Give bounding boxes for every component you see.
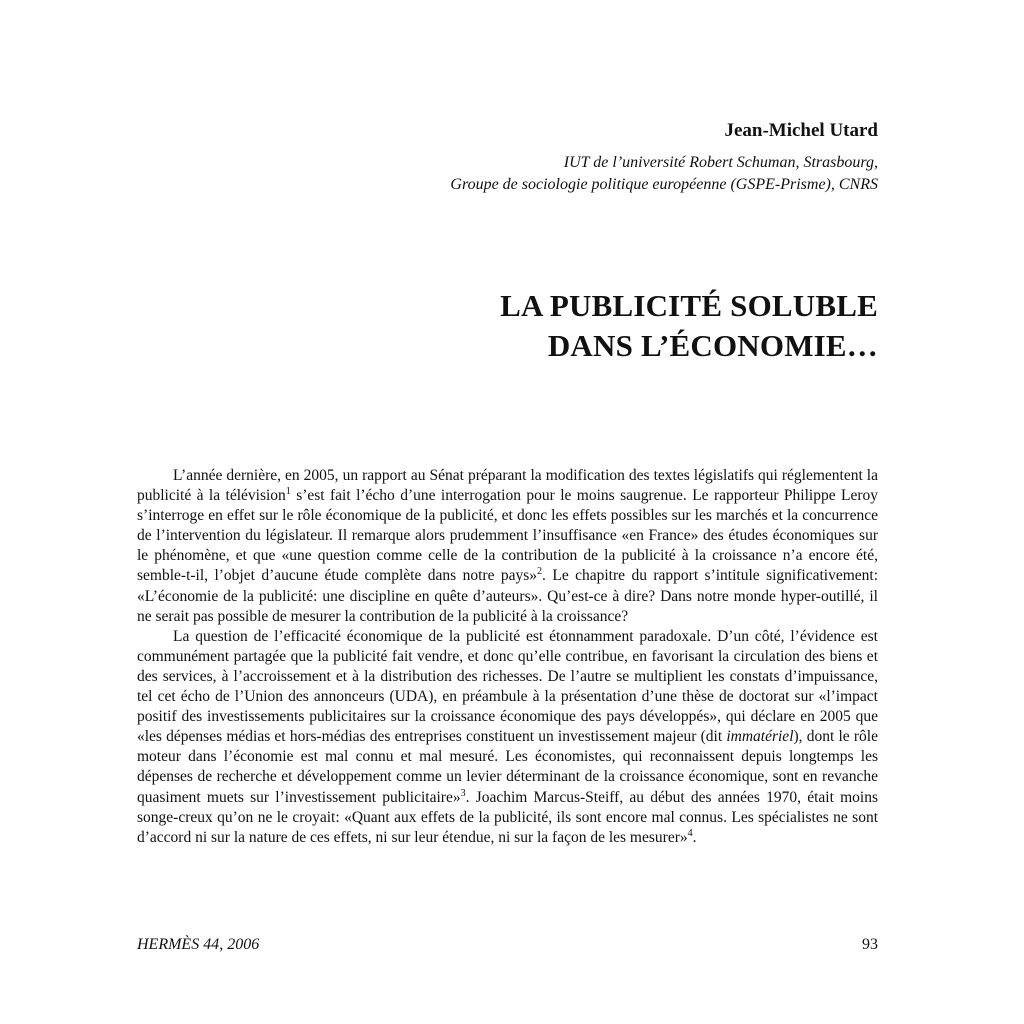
paragraph-1 [137,466,878,627]
footnote-ref-2: 2 [537,566,543,578]
paragraph-2-text-c: . Joachim Marcus-Steiff, au début des années 1970, était moins songe-creux qu’on ne le croyait: «Quant aux effets de la publicité, ils sont encore mal connus. Les spécialistes ne sont d’accord ni sur la nature de ces effets, ni sur leur étendue, ni sur la façon de les mesurer» [137,788,878,846]
paragraph-2 [137,627,878,848]
footnote-ref-3: 3 [460,787,466,799]
author-name: Jean-Michel Utard [724,120,878,141]
paragraph-1-text-c: . Le chapitre du rapport s’intitule significativement: «L’économie de la publicité: une discipline en quête d’auteurs». Qu’est-ce à dire? Dans notre monde hyper-outillé, il ne serait pas possible de mesurer la contribution de la publicité à la croissance? [137,567,878,625]
page-number: 93 [862,936,878,953]
paragraph-2-text-b: ), dont le rôle moteur dans l’économie est mal connu et mal mesuré. Les économistes, qui reconnaissent depuis longtemps les dépenses de recherche et développement comme un levier déterminant de la croissance économique, sont en revanche quasiment muets sur l’investissement publicitaire» [137,728,878,806]
footnote-ref-1: 1 [285,485,291,497]
affiliation-line-1: IUT de l’université Robert Schuman, Strasbourg, [563,154,878,171]
paragraph-1-text-a: L’année dernière, en 2005, un rapport au Sénat préparant la modification des textes législatifs qui réglementent la publicité à la télévision [137,467,878,505]
title-line-2: DANS L’ÉCONOMIE… [547,328,878,363]
paragraph-2-text-d: . [692,828,697,846]
article-title [500,286,878,366]
article-body [137,466,878,848]
journal-footer: HERMÈS 44, 2006 [137,936,260,953]
paragraph-1-text-b: s’est fait l’écho d’une interrogation pour le moins saugrenue. Le rapporteur Philippe Leroy s’interroge en effet sur le rôle économique de la publicité, et donc les effets possibles sur les marchés et la concurrence de l’intervention du législateur. Il remarque alors prudemment l’insuffisance «en France» des études économiques sur le phénomène, et que «une question comme celle de la contribution de la publicité à la croissance n’a encore été, semble-t-il, l’objet d’aucune étude complète dans notre pays» [137,487,878,585]
author-affiliation [450,152,878,196]
footnote-ref-4: 4 [687,827,693,839]
affiliation-line-2: Groupe de sociologie politique européenne (GSPE-Prisme), CNRS [450,176,878,193]
title-line-1: LA PUBLICITÉ SOLUBLE [500,288,878,323]
paragraph-2-emphasis: immatériel [726,728,794,746]
paragraph-2-text-a: La question de l’efficacité économique de la publicité est étonnamment paradoxale. D’un côté, l’évidence est communément partagée que la publicité fait vendre, et donc qu’elle contribue, en favorisant la circulation des biens et des services, à l’accroissement et à la distribution des richesses. De l’autre se multiplient les constats d’impuissance, tel cet écho de l’Union des annonceurs (UDA), en préambule à la présentation d’une thèse de doctorat sur «l’impact positif des investissements publicitaires sur la croissance économique des pays développés», qui déclare en 2005 que «les dépenses médias et hors-médias des entreprises constituent un investissement majeur (dit [137,627,878,746]
